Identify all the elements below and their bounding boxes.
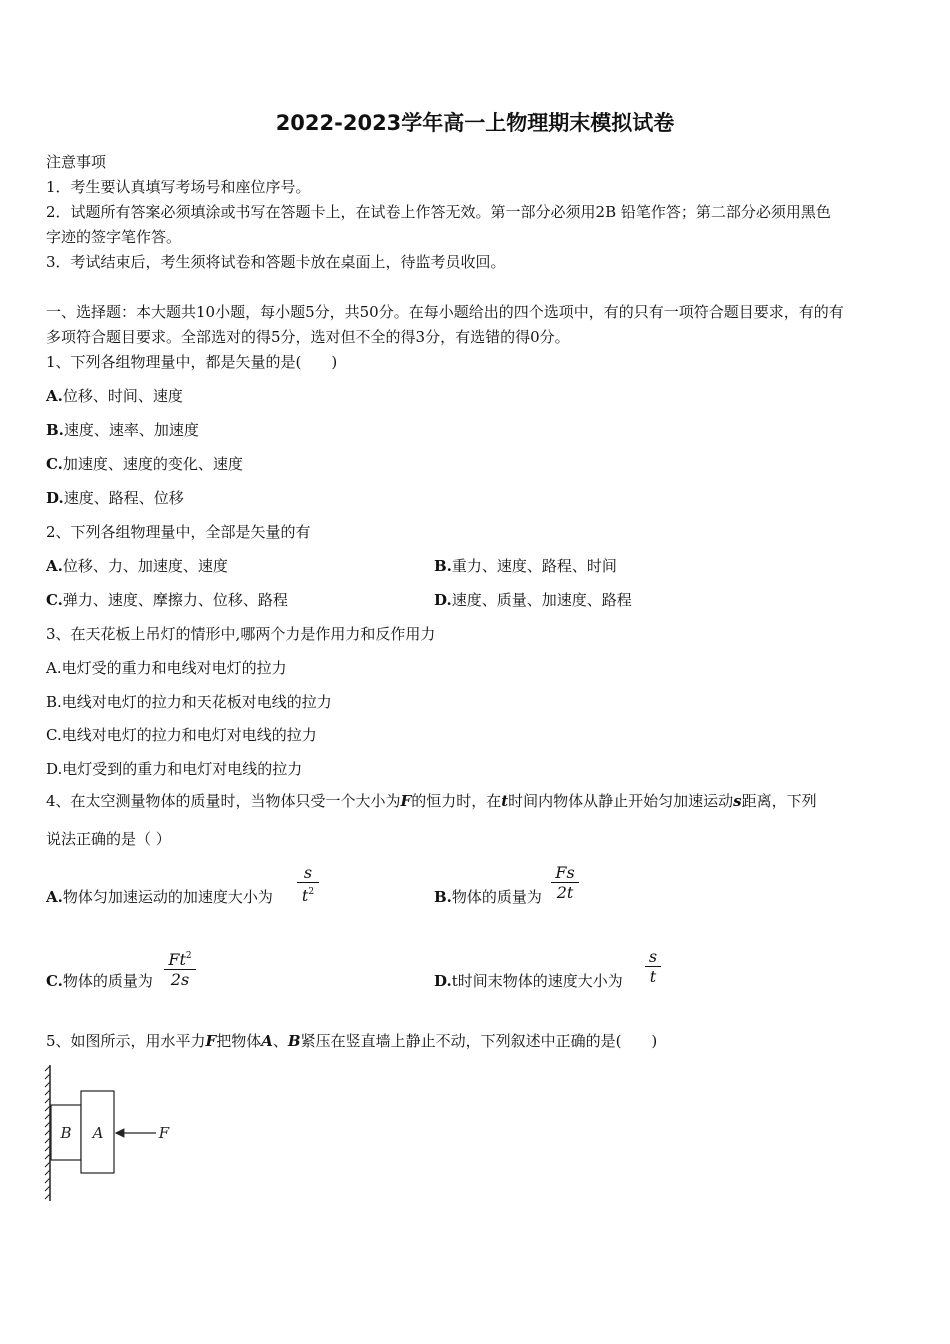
wall-hatching	[45, 1065, 50, 1201]
q5-stem-part: 把物体	[216, 1032, 262, 1050]
option-label: A.	[46, 659, 62, 677]
fraction-denominator: 2t	[556, 883, 574, 902]
option-label: B.	[46, 421, 64, 439]
option-label: D.	[434, 591, 452, 609]
q4-option-a-fraction	[297, 863, 319, 905]
q4-stem-part: 的恒力时，在	[411, 792, 502, 810]
q2-stem: 2、下列各组物理量中，全部是矢量的有	[46, 523, 311, 541]
option-label: D.	[46, 489, 64, 507]
fraction-denominator-base: t	[301, 886, 309, 905]
q5-var-B: B	[287, 1032, 301, 1050]
q4-option-b	[434, 887, 542, 907]
option-text: 物体匀加速运动的加速度大小为	[62, 888, 273, 906]
option-text: 重力、速度、路程、时间	[451, 557, 617, 575]
q1-option-c	[46, 454, 243, 474]
q4-stem-part: 4、在太空测量物体的质量时，当物体只受一个大小为	[46, 792, 401, 810]
block-b-label: B	[60, 1124, 72, 1142]
fraction-numerator: s	[303, 863, 313, 882]
option-label: C.	[46, 726, 62, 744]
option-label: A.	[46, 557, 63, 575]
option-text: 电线对电灯的拉力和天花板对电线的拉力	[61, 693, 332, 711]
q3-option-b	[46, 692, 332, 712]
q5-stem-part: 紧压在竖直墙上静止不动，下列叙述中正确的是( )	[300, 1032, 658, 1050]
option-text: 速度、质量、加速度、路程	[451, 591, 632, 609]
option-label: C.	[46, 972, 63, 990]
option-label: B.	[434, 557, 452, 575]
section-instructions-line2: 多项符合题目要求。全部选对的得5分，选对但不全的得3分，有选错的得0分。	[46, 328, 570, 346]
q1-stem: 1、下列各组物理量中，都是矢量的是( )	[46, 353, 338, 371]
option-text: 弹力、速度、摩擦力、位移、路程	[62, 591, 288, 609]
q2-option-b	[434, 556, 617, 576]
q4-option-a	[46, 887, 273, 907]
option-label: D.	[46, 760, 63, 778]
fraction-numerator: s	[648, 947, 658, 966]
option-label: D.	[434, 972, 452, 990]
notice-item-3: 3．考试结束后，考生须将试卷和答题卡放在桌面上，待监考员收回。	[46, 253, 506, 271]
fraction-numerator: Fs	[555, 863, 575, 882]
notice-item-2: 2．试题所有答案必须填涂或书写在答题卡上，在试卷上作答无效。第一部分必须用2B 铅笔作答；第二部分必须用黑色	[46, 203, 831, 221]
q4-option-c-fraction	[164, 947, 196, 989]
fraction-numerator-base: Ft	[168, 950, 186, 969]
option-text: 位移、时间、速度	[62, 387, 183, 405]
q5-var-F: F	[205, 1032, 217, 1050]
q3-option-a	[46, 658, 287, 678]
q4-stem-line2: 说法正确的是（ ）	[46, 830, 171, 848]
q4-option-b-fraction	[551, 863, 579, 902]
fraction-denominator: 2s	[170, 970, 190, 989]
q2-option-c	[46, 590, 288, 610]
q4-option-d-fraction	[645, 947, 661, 986]
q2-option-a	[46, 556, 228, 576]
fraction-denominator	[297, 883, 319, 905]
q1-option-a	[46, 386, 183, 406]
section-instructions-line1: 一、选择题：本大题共10小题，每小题5分，共50分。在每小题给出的四个选项中，有的只有一项符合题目要求，有的有	[46, 303, 844, 321]
option-text: 加速度、速度的变化、速度	[62, 455, 243, 473]
option-label: C.	[46, 455, 63, 473]
option-text: 位移、力、加速度、速度	[62, 557, 228, 575]
option-label: B.	[434, 888, 452, 906]
q4-var-t: t	[501, 792, 509, 810]
q3-stem: 3、在天花板上吊灯的情形中,哪两个力是作用力和反作用力	[46, 625, 436, 643]
q3-option-d	[46, 759, 302, 779]
q4-stem-part: 时间内物体从静止开始匀加速运动	[508, 792, 734, 810]
q2-option-d	[434, 590, 632, 610]
q4-stem	[46, 791, 817, 811]
notice-item-2-cont: 字迹的签字笔作答。	[46, 228, 182, 246]
q4-var-s: s	[733, 792, 742, 810]
q1-option-d	[46, 488, 184, 508]
page-title: 2022-2023学年高一上物理期末模拟试卷	[275, 111, 675, 135]
option-text: 物体的质量为	[451, 888, 542, 906]
q5-stem-part: 5、如图所示，用水平力	[46, 1032, 206, 1050]
q4-stem-part: 距离，下列	[741, 792, 817, 810]
fraction-exponent: 2	[308, 887, 315, 897]
q4-option-d	[434, 971, 623, 991]
option-label: A.	[46, 888, 63, 906]
fraction-numerator	[164, 947, 196, 969]
option-text: 速度、路程、位移	[63, 489, 184, 507]
option-text: 电灯受到的重力和电灯对电线的拉力	[62, 760, 303, 778]
force-label: F	[158, 1124, 170, 1142]
option-text: 速度、速率、加速度	[63, 421, 199, 439]
option-label: C.	[46, 591, 63, 609]
fraction-exponent: 2	[185, 951, 192, 961]
option-text: 电线对电灯的拉力和电灯对电线的拉力	[61, 726, 317, 744]
q5-figure-wall-blocks	[44, 1063, 184, 1203]
q1-option-b	[46, 420, 199, 440]
option-text: t时间末物体的速度大小为	[451, 972, 623, 990]
q5-stem	[46, 1031, 657, 1051]
q5-stem-part: 、	[272, 1032, 288, 1050]
option-text: 电灯受的重力和电线对电灯的拉力	[61, 659, 287, 677]
notice-item-1: 1．考生要认真填写考场号和座位序号。	[46, 178, 311, 196]
notice-heading: 注意事项	[46, 153, 107, 171]
q3-option-c	[46, 725, 317, 745]
fraction-denominator: t	[649, 967, 657, 986]
option-label: A.	[46, 387, 63, 405]
block-a-label: A	[92, 1124, 104, 1142]
q4-var-F: F	[400, 792, 412, 810]
option-text: 物体的质量为	[62, 972, 153, 990]
q4-option-c	[46, 971, 153, 991]
option-label: B.	[46, 693, 62, 711]
q5-var-A: A	[261, 1032, 273, 1050]
